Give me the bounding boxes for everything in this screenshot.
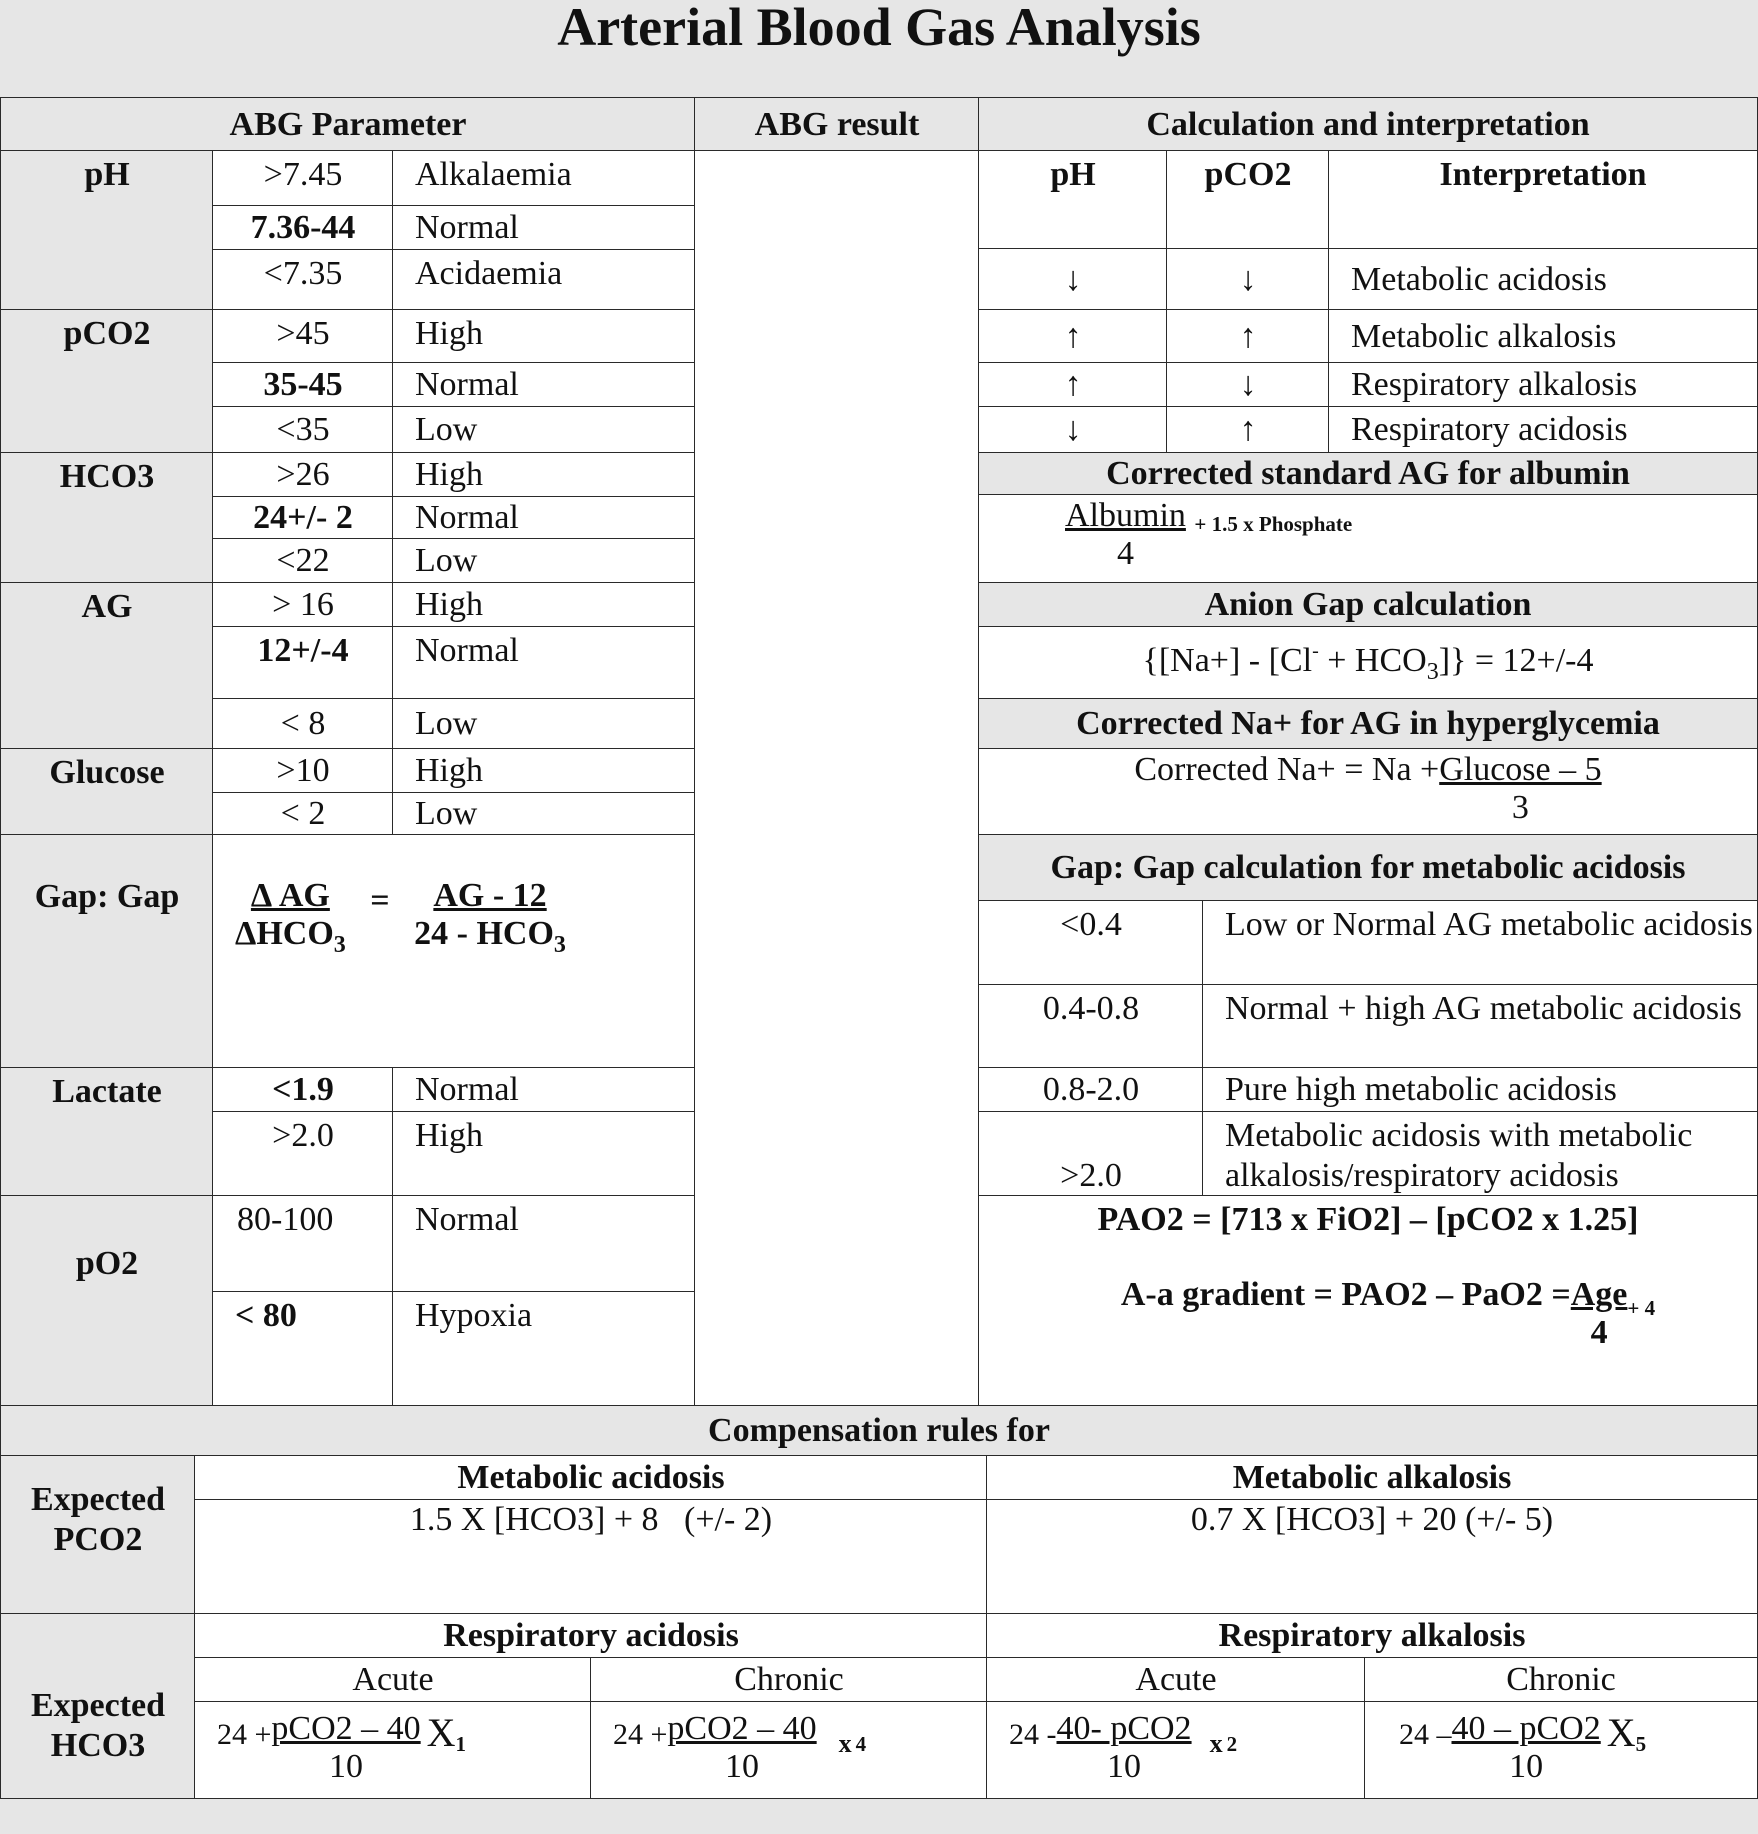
po2-label-normal: Normal bbox=[392, 1195, 696, 1293]
pco2-range-normal: 35-45 bbox=[212, 362, 394, 408]
page-title: Arterial Blood Gas Analysis bbox=[557, 0, 1201, 57]
interp-row-ph: ↓ bbox=[978, 406, 1168, 454]
corrected-na-den: 3 bbox=[1511, 789, 1529, 826]
param-gap-gap: Gap: Gap bbox=[0, 834, 214, 1069]
gap-f1-sub: 3 bbox=[333, 932, 346, 958]
interp-row-ph: ↑ bbox=[978, 362, 1168, 408]
interp-row-text: Metabolic acidosis bbox=[1328, 248, 1758, 311]
anion-gap-post: ]} = 12+/-4 bbox=[1438, 642, 1594, 679]
gap-f2-den: 24 - HCO bbox=[414, 915, 554, 952]
anion-gap-mid: + HCO bbox=[1318, 642, 1427, 679]
interp-row-pco2: ↑ bbox=[1166, 309, 1330, 364]
po2-range-normal: 80-100 bbox=[212, 1195, 394, 1293]
ra-acute-num: pCO2 – 40 bbox=[271, 1710, 421, 1747]
pco2-range-low: <35 bbox=[212, 406, 394, 454]
ph-label-normal: Normal bbox=[392, 205, 696, 251]
corrected-na-pre: Corrected Na+ = Na + bbox=[1134, 751, 1440, 788]
resp-acid-chronic-label: Chronic bbox=[590, 1657, 988, 1703]
ra-chronic-num: pCO2 – 40 bbox=[667, 1710, 817, 1747]
ph-range-normal: 7.36-44 bbox=[212, 205, 394, 251]
hco3-label-low: Low bbox=[392, 538, 696, 584]
ra-chronic-mult: x bbox=[838, 1729, 852, 1758]
ph-range-low: <7.35 bbox=[212, 249, 394, 311]
gap-gap-title: Gap: Gap calculation for metabolic acidosis bbox=[978, 834, 1758, 902]
ra-chronic-factor: 4 bbox=[855, 1732, 867, 1756]
rk-acute-formula bbox=[986, 1701, 1366, 1799]
anion-gap-pre: {[Na+] - [Cl bbox=[1142, 642, 1313, 679]
lactate-range-high: >2.0 bbox=[212, 1111, 394, 1197]
anion-gap-formula bbox=[978, 626, 1758, 700]
resp-acid-acute-label: Acute bbox=[194, 1657, 592, 1703]
corrected-ag-den: 4 bbox=[1116, 535, 1134, 572]
interp-row-ph: ↓ bbox=[978, 248, 1168, 311]
corrected-na-formula bbox=[978, 748, 1758, 836]
aa-gradient-den: 4 bbox=[1590, 1314, 1608, 1351]
param-po2: pO2 bbox=[0, 1195, 214, 1407]
hco3-range-normal: 24+/- 2 bbox=[212, 496, 394, 540]
interp-row-text: Metabolic alkalosis bbox=[1328, 309, 1758, 364]
interp-row-text: Respiratory acidosis bbox=[1328, 406, 1758, 454]
rk-chronic-formula bbox=[1364, 1701, 1758, 1799]
glucose-range-high: >10 bbox=[212, 748, 394, 794]
ra-chronic-pre: 24 + bbox=[613, 1718, 668, 1751]
pco2-range-high: >45 bbox=[212, 309, 394, 364]
gap-eq: = bbox=[370, 881, 390, 919]
met-alk-header: Metabolic alkalosis bbox=[986, 1455, 1758, 1501]
anion-gap-sup: - bbox=[1312, 640, 1319, 662]
rk-chronic-num: 40 – pCO2 bbox=[1451, 1710, 1601, 1747]
ph-range-high: >7.45 bbox=[212, 150, 394, 207]
glucose-label-high: High bbox=[392, 748, 696, 794]
anion-gap-title: Anion Gap calculation bbox=[978, 582, 1758, 628]
param-lactate: Lactate bbox=[0, 1067, 214, 1197]
rk-acute-pre: 24 - bbox=[1009, 1718, 1057, 1751]
interp-row-pco2: ↓ bbox=[1166, 362, 1330, 408]
ra-acute-pre: 24 + bbox=[217, 1718, 272, 1751]
expected-hco3-text: Expected HCO3 bbox=[30, 1687, 166, 1764]
expected-pco2-text: Expected PCO2 bbox=[30, 1481, 166, 1558]
ag-label-low: Low bbox=[392, 698, 696, 750]
resp-alk-header: Respiratory alkalosis bbox=[986, 1613, 1758, 1659]
hco3-label-high: High bbox=[392, 452, 696, 498]
gap-f2-sub: 3 bbox=[553, 932, 566, 958]
rk-chronic-pre: 24 – bbox=[1399, 1718, 1452, 1751]
hco3-label-normal: Normal bbox=[392, 496, 696, 540]
gap-gap-range: <0.4 bbox=[978, 900, 1204, 986]
ph-label-high: Alkalaemia bbox=[392, 150, 696, 207]
ph-label-low: Acidaemia bbox=[392, 249, 696, 311]
ra-acute-formula bbox=[194, 1701, 592, 1799]
rk-chronic-mult: X bbox=[1606, 1710, 1636, 1755]
pao2-formulas bbox=[978, 1195, 1758, 1407]
corrected-ag-num: Albumin bbox=[1065, 497, 1186, 534]
pco2-label-normal: Normal bbox=[392, 362, 696, 408]
header-calc-interp: Calculation and interpretation bbox=[978, 97, 1758, 152]
interp-row-text: Respiratory alkalosis bbox=[1328, 362, 1758, 408]
resp-alk-chronic-label: Chronic bbox=[1364, 1657, 1758, 1703]
param-glucose: Glucose bbox=[0, 748, 214, 836]
interp-col-ph: pH bbox=[978, 150, 1168, 250]
ra-acute-mult: X bbox=[426, 1710, 456, 1755]
ag-label-normal: Normal bbox=[392, 626, 696, 700]
met-acid-header: Metabolic acidosis bbox=[194, 1455, 988, 1501]
rk-chronic-factor: 5 bbox=[1635, 1732, 1647, 1756]
ra-acute-factor: 1 bbox=[455, 1732, 467, 1756]
param-hco3: HCO3 bbox=[0, 452, 214, 584]
gap-f1-den: ΔHCO bbox=[235, 915, 334, 952]
ag-range-high: > 16 bbox=[212, 582, 394, 628]
pao2-line1: PAO2 = [713 x FiO2] – [pCO2 x 1.25] bbox=[1097, 1201, 1639, 1238]
gap-gap-formula bbox=[212, 834, 696, 1069]
resp-acid-header: Respiratory acidosis bbox=[194, 1613, 988, 1659]
rk-acute-den: 10 bbox=[1107, 1748, 1142, 1785]
corrected-na-title: Corrected Na+ for AG in hyperglycemia bbox=[978, 698, 1758, 750]
hco3-range-high: >26 bbox=[212, 452, 394, 498]
gap-f1-num: Δ AG bbox=[250, 877, 330, 914]
ra-chronic-formula bbox=[590, 1701, 988, 1799]
interp-row-pco2: ↓ bbox=[1166, 248, 1330, 311]
corrected-ag-formula bbox=[978, 494, 1758, 584]
param-ag: AG bbox=[0, 582, 214, 750]
interp-col-interpretation: Interpretation bbox=[1328, 150, 1758, 250]
corrected-ag-extra: + 1.5 x Phosphate bbox=[1194, 511, 1353, 536]
ra-chronic-den: 10 bbox=[725, 1748, 760, 1785]
pco2-label-low: Low bbox=[392, 406, 696, 454]
gap-gap-text: Normal + high AG metabolic acidosis bbox=[1202, 984, 1758, 1069]
gap-f2-num: AG - 12 bbox=[433, 877, 547, 914]
rk-chronic-den: 10 bbox=[1509, 1748, 1544, 1785]
rk-acute-mult: x bbox=[1209, 1729, 1223, 1758]
lactate-range-normal: <1.9 bbox=[212, 1067, 394, 1113]
pco2-label-high: High bbox=[392, 309, 696, 364]
anion-gap-sub: 3 bbox=[1426, 659, 1439, 685]
lactate-label-high: High bbox=[392, 1111, 696, 1197]
corrected-na-num: Glucose – 5 bbox=[1439, 751, 1602, 788]
compensation-title: Compensation rules for bbox=[0, 1405, 1758, 1457]
lactate-label-normal: Normal bbox=[392, 1067, 696, 1113]
gap-gap-range: 0.4-0.8 bbox=[978, 984, 1204, 1069]
header-abg-parameter: ABG Parameter bbox=[0, 97, 696, 152]
met-alk-formula: 0.7 X [HCO3] + 20 (+/- 5) bbox=[986, 1499, 1758, 1615]
abg-result-column bbox=[694, 150, 980, 1407]
aa-gradient-num: Age bbox=[1570, 1276, 1628, 1313]
interp-row-ph: ↑ bbox=[978, 309, 1168, 364]
po2-label-low: Hypoxia bbox=[392, 1291, 696, 1407]
glucose-range-low: < 2 bbox=[212, 792, 394, 836]
aa-gradient-extra: + 4 bbox=[1627, 1296, 1656, 1320]
gap-gap-text: Metabolic acidosis with metabolic alkalosis/respiratory acidosis bbox=[1202, 1111, 1758, 1197]
param-ph: pH bbox=[0, 150, 214, 311]
gap-gap-text: Low or Normal AG metabolic acidosis bbox=[1202, 900, 1758, 986]
corrected-ag-title: Corrected standard AG for albumin bbox=[978, 452, 1758, 496]
aa-gradient-line bbox=[979, 1276, 1757, 1352]
interp-col-pco2: pCO2 bbox=[1166, 150, 1330, 250]
header-abg-result: ABG result bbox=[694, 97, 980, 152]
ag-label-high: High bbox=[392, 582, 696, 628]
gap-gap-text: Pure high metabolic acidosis bbox=[1202, 1067, 1758, 1113]
gap-gap-range: 0.8-2.0 bbox=[978, 1067, 1204, 1113]
param-pco2: pCO2 bbox=[0, 309, 214, 454]
rk-acute-factor: 2 bbox=[1226, 1732, 1238, 1756]
glucose-label-low: Low bbox=[392, 792, 696, 836]
interp-row-pco2: ↑ bbox=[1166, 406, 1330, 454]
po2-range-low: < 80 bbox=[212, 1291, 394, 1407]
rk-acute-num: 40- pCO2 bbox=[1056, 1710, 1192, 1747]
hco3-range-low: <22 bbox=[212, 538, 394, 584]
aa-gradient-pre: A-a gradient = PAO2 – PaO2 = bbox=[1120, 1276, 1571, 1313]
expected-pco2-label bbox=[0, 1455, 196, 1615]
ag-range-normal: 12+/-4 bbox=[212, 626, 394, 700]
gap-gap-range: >2.0 bbox=[978, 1111, 1204, 1197]
expected-hco3-label bbox=[0, 1613, 196, 1799]
ag-range-low: < 8 bbox=[212, 698, 394, 750]
met-acid-formula: 1.5 X [HCO3] + 8 (+/- 2) bbox=[194, 1499, 988, 1615]
resp-alk-acute-label: Acute bbox=[986, 1657, 1366, 1703]
ra-acute-den: 10 bbox=[329, 1748, 364, 1785]
